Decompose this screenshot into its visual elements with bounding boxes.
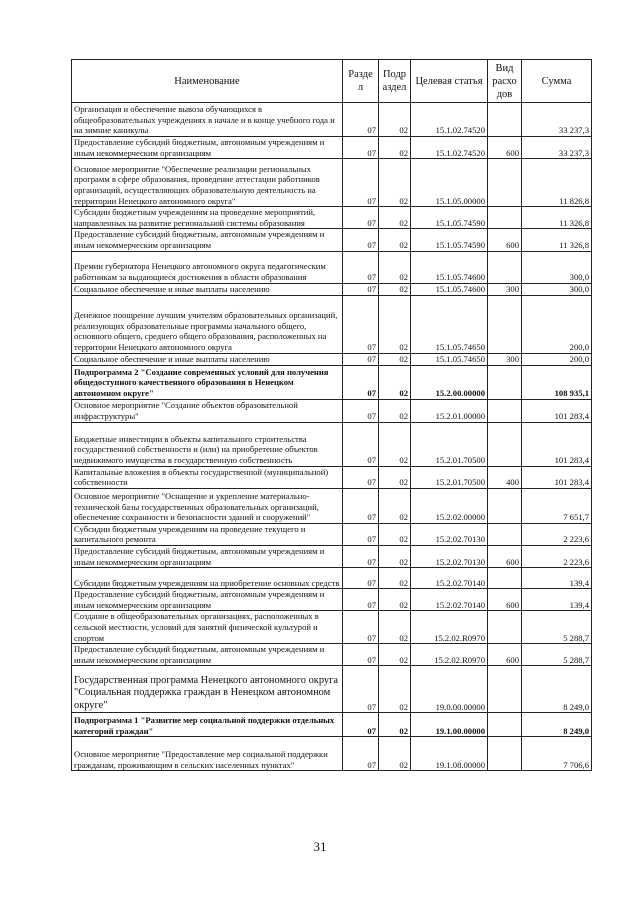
cell-section: 07: [343, 545, 379, 567]
cell-section: 07: [343, 283, 379, 295]
cell-type: [488, 666, 522, 713]
col-header-sum: Сумма: [522, 60, 592, 103]
cell-name: Подпрограмма 1 "Развитие мер социальной поддержки отдельных категорий граждан": [72, 713, 343, 737]
cell-subsection: 02: [379, 365, 411, 399]
cell-sum: 2 223,6: [522, 545, 592, 567]
table-row: [72, 283, 592, 295]
cell-name: Основное мероприятие "Создание объектов образовательной инфраструктуры": [72, 399, 343, 422]
cell-type: [488, 399, 522, 422]
table-row: [72, 295, 592, 353]
page-number: 31: [313, 839, 327, 854]
table-row: [72, 545, 592, 567]
cell-target: 15.2.02.R0970: [411, 611, 488, 644]
cell-sum: 33 237,3: [522, 103, 592, 137]
cell-section: 07: [343, 644, 379, 666]
cell-sum: 11 326,8: [522, 229, 592, 251]
table-row: [72, 488, 592, 523]
cell-target: 15.1.05.00000: [411, 159, 488, 207]
cell-type: [488, 568, 522, 589]
cell-type: 600: [488, 229, 522, 251]
table-row: [72, 229, 592, 251]
cell-target: 19.1.08.00000: [411, 737, 488, 771]
cell-target: 15.2.01.70500: [411, 422, 488, 466]
cell-subsection: 02: [379, 523, 411, 545]
cell-section: 07: [343, 713, 379, 737]
cell-section: 07: [343, 137, 379, 159]
cell-section: 07: [343, 466, 379, 488]
cell-sum: 8 249,0: [522, 666, 592, 713]
cell-name: Предоставление субсидий бюджетным, автономным учреждениям и иным некоммерческим организациям: [72, 589, 343, 611]
table-row: [72, 137, 592, 159]
table-row: [72, 353, 592, 365]
cell-subsection: 02: [379, 251, 411, 283]
cell-section: 07: [343, 568, 379, 589]
cell-subsection: 02: [379, 545, 411, 567]
cell-name: Премии губернатора Ненецкого автономного округа педагогическим работникам за выдающиеся достижения в области образования: [72, 251, 343, 283]
table-row: [72, 103, 592, 137]
cell-sum: 11 326,8: [522, 207, 592, 229]
cell-type: [488, 713, 522, 737]
cell-target: 19.0.00.00000: [411, 666, 488, 713]
cell-sum: 200,0: [522, 295, 592, 353]
cell-name: Субсидии бюджетным учреждениям на приобретение основных средств: [72, 568, 343, 589]
cell-name: Денежное поощрение лучшим учителям образовательных организаций, реализующих образовательные программы начального общего, основного общего, среднего общего образования, расположенных на территории Ненецкого автономного округа: [72, 295, 343, 353]
cell-type: [488, 251, 522, 283]
cell-type: 600: [488, 137, 522, 159]
cell-sum: 200,0: [522, 353, 592, 365]
cell-target: 15.1.05.74650: [411, 295, 488, 353]
cell-target: 15.2.00.00000: [411, 365, 488, 399]
cell-target: 15.1.05.74590: [411, 207, 488, 229]
cell-type: 600: [488, 644, 522, 666]
cell-section: 07: [343, 353, 379, 365]
cell-subsection: 02: [379, 737, 411, 771]
cell-name: Основное мероприятие "Предоставление мер социальной поддержки гражданам, проживающим в сельских населенных пунктах": [72, 737, 343, 771]
cell-subsection: 02: [379, 283, 411, 295]
cell-sum: 8 249,0: [522, 713, 592, 737]
cell-target: 15.2.02.70130: [411, 523, 488, 545]
cell-target: 15.2.02.R0970: [411, 644, 488, 666]
cell-type: 400: [488, 466, 522, 488]
cell-sum: 11 826,8: [522, 159, 592, 207]
cell-subsection: 02: [379, 229, 411, 251]
cell-section: 07: [343, 422, 379, 466]
cell-section: 07: [343, 666, 379, 713]
cell-target: 19.1.00.00000: [411, 713, 488, 737]
cell-type: 300: [488, 353, 522, 365]
cell-sum: 300,0: [522, 283, 592, 295]
cell-sum: 300,0: [522, 251, 592, 283]
cell-subsection: 02: [379, 466, 411, 488]
cell-type: [488, 295, 522, 353]
cell-sum: 101 283,4: [522, 399, 592, 422]
cell-type: 600: [488, 589, 522, 611]
cell-type: [488, 488, 522, 523]
table-row: [72, 568, 592, 589]
cell-name: Создание в общеобразовательных организациях, расположенных в сельской местности, условий для занятий физической культурой и спортом: [72, 611, 343, 644]
cell-name: Капитальные вложения в объекты государственной (муниципальной) собственности: [72, 466, 343, 488]
cell-name: Субсидии бюджетным учреждениям на проведение мероприятий, направленных на развитие региональной системы образования: [72, 207, 343, 229]
cell-target: 15.2.02.70140: [411, 589, 488, 611]
col-header-subsection: Подр аздел: [379, 60, 411, 103]
cell-target: 15.1.02.74520: [411, 137, 488, 159]
cell-sum: 139,4: [522, 589, 592, 611]
col-header-name: Наименование: [72, 60, 343, 103]
cell-type: [488, 207, 522, 229]
table-row: [72, 611, 592, 644]
cell-target: 15.1.05.74600: [411, 283, 488, 295]
cell-name: Предоставление субсидий бюджетным, автономным учреждениям и иным некоммерческим организациям: [72, 229, 343, 251]
cell-target: 15.1.05.74590: [411, 229, 488, 251]
cell-name: Государственная программа Ненецкого автономного округа "Социальная поддержка граждан в Ненецком автономном округе": [72, 666, 343, 713]
cell-section: 07: [343, 251, 379, 283]
cell-section: 07: [343, 365, 379, 399]
cell-sum: 5 288,7: [522, 611, 592, 644]
cell-subsection: 02: [379, 295, 411, 353]
table-row: [72, 666, 592, 713]
table-body: [72, 103, 592, 771]
table-row: [72, 466, 592, 488]
cell-subsection: 02: [379, 644, 411, 666]
cell-sum: 33 237,3: [522, 137, 592, 159]
budget-table: [71, 59, 592, 771]
cell-type: [488, 365, 522, 399]
cell-sum: 101 283,4: [522, 466, 592, 488]
cell-section: 07: [343, 159, 379, 207]
cell-sum: 101 283,4: [522, 422, 592, 466]
cell-section: 07: [343, 488, 379, 523]
cell-name: Бюджетные инвестиции в объекты капитального строительства государственной собственности и (или) на приобретение объектов недвижимого имущества в государственную собственность: [72, 422, 343, 466]
cell-sum: 139,4: [522, 568, 592, 589]
col-header-section: Разде л: [343, 60, 379, 103]
cell-target: 15.2.01.70500: [411, 466, 488, 488]
cell-type: [488, 737, 522, 771]
cell-target: 15.2.01.00000: [411, 399, 488, 422]
table-header-row: [72, 60, 592, 103]
cell-target: 15.1.05.74600: [411, 251, 488, 283]
table-row: [72, 737, 592, 771]
cell-section: 07: [343, 207, 379, 229]
cell-name: Предоставление субсидий бюджетным, автономным учреждениям и иным некоммерческим организациям: [72, 644, 343, 666]
table-row: [72, 523, 592, 545]
cell-sum: 108 935,1: [522, 365, 592, 399]
cell-sum: 5 288,7: [522, 644, 592, 666]
cell-subsection: 02: [379, 568, 411, 589]
cell-type: [488, 611, 522, 644]
cell-target: 15.2.02.70130: [411, 545, 488, 567]
cell-subsection: 02: [379, 399, 411, 422]
cell-subsection: 02: [379, 159, 411, 207]
cell-subsection: 02: [379, 137, 411, 159]
cell-name: Субсидии бюджетным учреждениям на проведение текущего и капитального ремонта: [72, 523, 343, 545]
cell-section: 07: [343, 399, 379, 422]
cell-name: Предоставление субсидий бюджетным, автономным учреждениям и иным некоммерческим организациям: [72, 545, 343, 567]
cell-sum: 7 651,7: [522, 488, 592, 523]
cell-subsection: 02: [379, 611, 411, 644]
table-row: [72, 713, 592, 737]
cell-name: Подпрограмма 2 "Создание современных условий для получения общедоступного качественного образования в Ненецком автономном округе": [72, 365, 343, 399]
cell-target: 15.1.05.74650: [411, 353, 488, 365]
cell-section: 07: [343, 229, 379, 251]
table-row: [72, 251, 592, 283]
cell-section: 07: [343, 737, 379, 771]
cell-subsection: 02: [379, 207, 411, 229]
cell-type: 300: [488, 283, 522, 295]
table-row: [72, 399, 592, 422]
cell-name: Основное мероприятие "Оснащение и укрепление материально-технической базы государственных образовательных организаций, обеспечение сохранности и безопасности зданий и сооружений": [72, 488, 343, 523]
cell-type: [488, 159, 522, 207]
cell-target: 15.1.02.74520: [411, 103, 488, 137]
cell-subsection: 02: [379, 422, 411, 466]
cell-section: 07: [343, 589, 379, 611]
col-header-type: Вид расхо дов: [488, 60, 522, 103]
cell-name: Предоставление субсидий бюджетным, автономным учреждениям и иным некоммерческим организациям: [72, 137, 343, 159]
cell-subsection: 02: [379, 103, 411, 137]
table-row: [72, 207, 592, 229]
cell-section: 07: [343, 295, 379, 353]
cell-target: 15.2.02.70140: [411, 568, 488, 589]
cell-type: [488, 523, 522, 545]
col-header-target: Целевая статья: [411, 60, 488, 103]
cell-name: Социальное обеспечение и иные выплаты населению: [72, 283, 343, 295]
cell-subsection: 02: [379, 589, 411, 611]
cell-section: 07: [343, 523, 379, 545]
cell-section: 07: [343, 103, 379, 137]
table-row: [72, 159, 592, 207]
cell-subsection: 02: [379, 488, 411, 523]
cell-subsection: 02: [379, 666, 411, 713]
cell-type: 600: [488, 545, 522, 567]
cell-subsection: 02: [379, 713, 411, 737]
cell-type: [488, 422, 522, 466]
cell-section: 07: [343, 611, 379, 644]
cell-name: Организация и обеспечение вывоза обучающихся в общеобразовательных учреждениях в начале и в конце учебного года и на зимние каникулы: [72, 103, 343, 137]
cell-name: Основное мероприятие "Обеспечение реализации региональных программ в сфере образования, проведение аттестации работников организаций, осуществляющих образовательную деятельность на территории Ненецкого автономного округа": [72, 159, 343, 207]
cell-sum: 2 223,6: [522, 523, 592, 545]
table-row: [72, 365, 592, 399]
cell-sum: 7 706,6: [522, 737, 592, 771]
table-row: [72, 644, 592, 666]
table-row: [72, 589, 592, 611]
cell-name: Социальное обеспечение и иные выплаты населению: [72, 353, 343, 365]
table-row: [72, 422, 592, 466]
cell-subsection: 02: [379, 353, 411, 365]
cell-type: [488, 103, 522, 137]
cell-target: 15.2.02.00000: [411, 488, 488, 523]
